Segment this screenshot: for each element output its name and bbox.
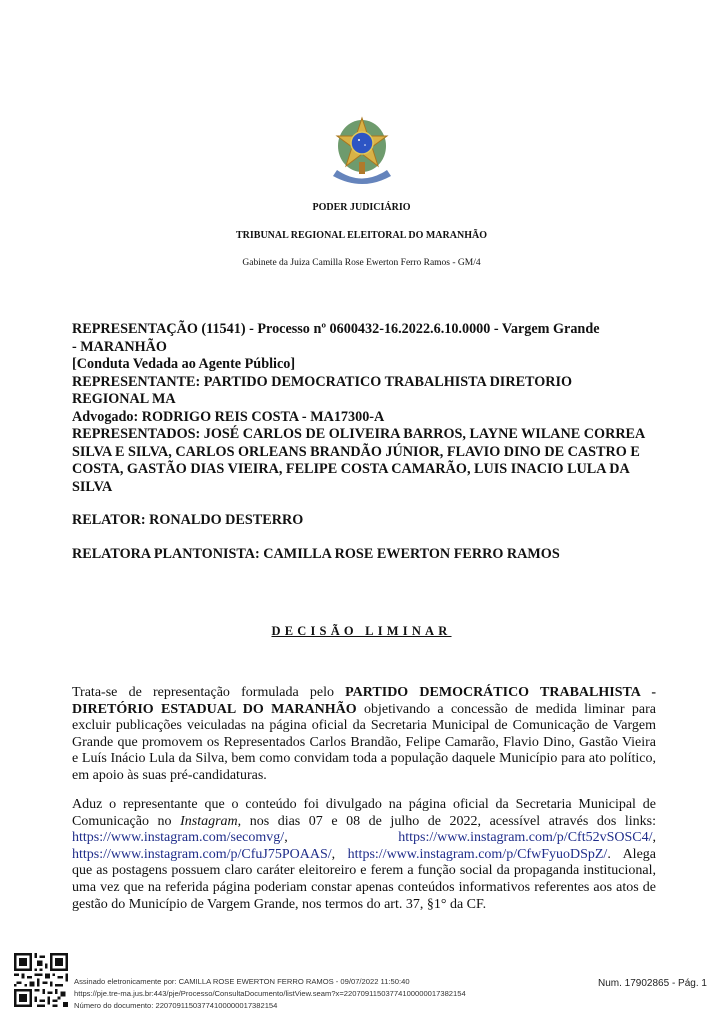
case-relatora-plantonista: RELATORA PLANTONISTA: CAMILLA ROSE EWERTON FERRO RAMOS [72,545,560,562]
paragraph-1-body: objetivando a concessão de medida liminar para excluir publicações veiculadas na página oficial da Secretaria Municipal de Comunicação de Vargem Grande que promovem os Representados Carlos Brandão, Felipe Camarão, Flavio Dino, Gastão Vieira e Luís Inácio Lula da Silva, bem como convidam toda a população daquele Município para ato político, em apoio às suas pré-candidaturas. [72,701,656,783]
paragraph-1 [72,685,656,785]
footer-signature: Assinado eletronicamente por: CAMILLA ROSE EWERTON FERRO RAMOS - 09/07/2022 11:50:40 [74,977,410,986]
case-metadata [72,321,652,563]
case-relator: RELATOR: RONALDO DESTERRO [72,512,304,528]
case-subject: [Conduta Vedada ao Agente Público] [72,356,296,372]
case-state-line: - MARANHÃO [72,338,167,355]
footer-url[interactable]: https://pje.tre-ma.jus.br:443/pje/Processo/ConsultaDocumento/listView.seam?x=22070911503774100000017382154 [74,989,466,998]
link-post-3[interactable]: https://www.instagram.com/p/CfwFyuoDSpZ/ [347,846,608,862]
footer-document-number: Número do documento: 22070911503774100000017382154 [74,1001,278,1010]
qr-code [14,953,68,1007]
court-header: PODER JUDICIÁRIO [312,202,411,213]
paragraph-2-intro: Aduz o representante que o conteúdo foi divulgado na página oficial da Secretaria Municipal de Comunicação no [72,797,656,829]
paragraph-1-intro: Trata-se de representação formulada pelo [72,685,346,700]
paragraph-2-instagram: Instagram [180,813,238,829]
decision-title-text: DECISÃO LIMINAR [271,624,452,638]
case-process-line: REPRESENTAÇÃO (11541) - Processo nº 0600432-16.2022.6.10.0000 - Vargem Grande [72,321,600,337]
link-secomvg[interactable]: https://www.instagram.com/secomvg/ [72,830,285,846]
tribunal-header: TRIBUNAL REGIONAL ELEITORAL DO MARANHÃO [236,230,487,241]
case-representados: REPRESENTADOS: JOSÉ CARLOS DE OLIVEIRA BARROS, LAYNE WILANE CORREA SILVA E SILVA, CARLOS ORLEANS BRANDÃO JÚNIOR, FLAVIO DINO DE CASTRO E COSTA, GASTÃO DIAS VIEIRA, FELIPE COSTA CAMARÃO, LUIS INACIO LULA DA SILVA [72,426,645,495]
link-post-1[interactable]: https://www.instagram.com/p/Cft52vSOSC4/ [398,830,653,846]
paragraph-2-mid: , nos dias 07 e 08 de julho de 2022, acessível através dos links: [237,813,656,829]
paragraph-2-body: . Alega que as postagens possuem claro caráter eleitoreiro e ferem a função social da propaganda institucional, uma vez que na referida página poderiam constar apenas conteúdos informativos referentes aos atos de gestão do Município de Vargem Grande, nos termos do art. 37, §1° da CF. [72,846,656,912]
case-advogado: Advogado: RODRIGO REIS COSTA - MA17300-A [72,408,385,425]
paragraph-1-party: PARTIDO DEMOCRÁTICO TRABALHISTA - DIRETÓRIO ESTADUAL DO MARANHÃO [72,685,656,717]
case-representante: REPRESENTANTE: PARTIDO DEMOCRATICO TRABALHISTA DIRETORIO REGIONAL MA [72,373,573,407]
cabinet-line: Gabinete da Juiza Camilla Rose Ewerton Ferro Ramos - GM/4 [242,258,481,268]
paragraph-2: Aduz o representante que o conteúdo foi divulgado na página oficial da Secretaria Municipal de Comunicação no Instagram, nos dias 07 e 08 de julho de 2022, acessível através dos links: https://www.instagram.com/secomvg/, https://www.instagram.com/p/Cft52vSOSC4/, https://www.instagram.com/p/CfuJ75POAAS/, https://www.instagram.com/p/CfwFyuoDSpZ/. Alega que as postagens possuem claro caráter eleitoreiro e ferem a função social da propaganda institucional, uma vez que na referida página poderiam constar apenas conteúdos informativos referentes aos atos de gestão do Município de Vargem Grande, nos termos do art. 37, §1° da CF. [72,797,656,912]
page-number: Num. 17902865 - Pág. 1 [598,978,707,989]
coat-of-arms-seal [307,112,417,192]
decision-title [0,624,723,639]
link-post-2[interactable]: https://www.instagram.com/p/CfuJ75POAAS/ [72,846,332,862]
